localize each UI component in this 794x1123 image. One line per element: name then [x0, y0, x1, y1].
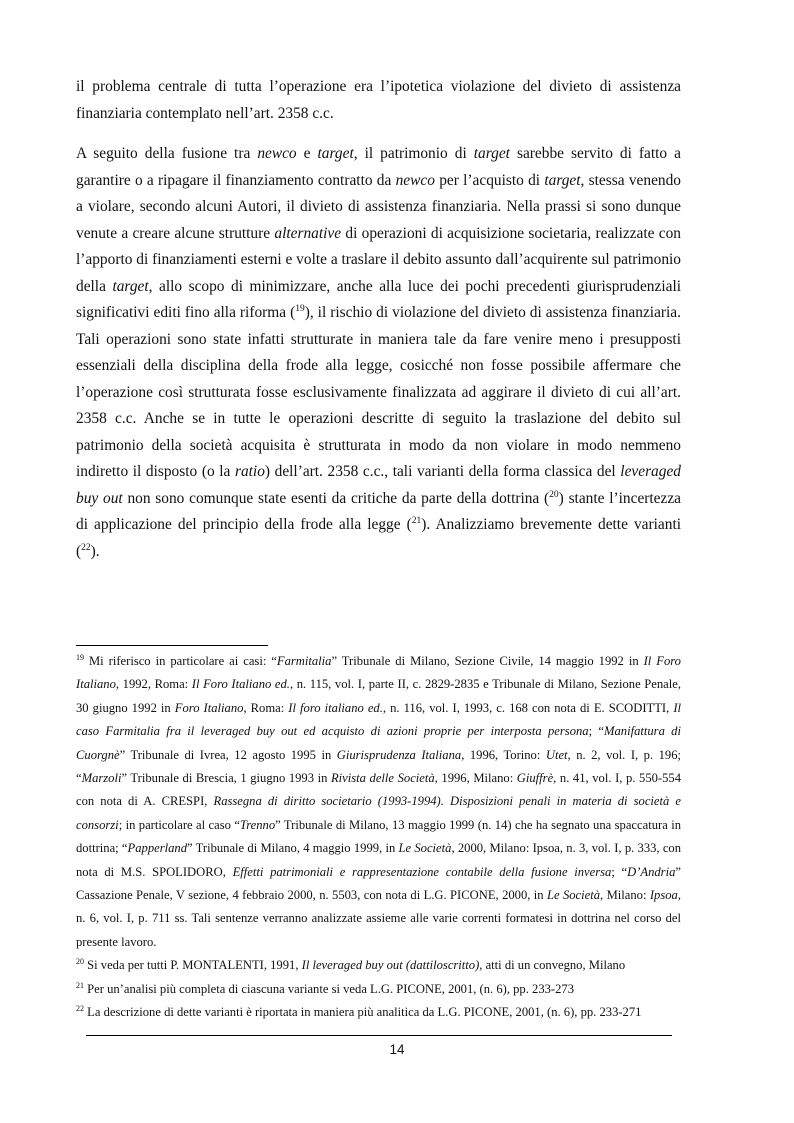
footnote-reference: 21: [411, 515, 422, 526]
italic-text: Il leveraged buy out (dattiloscritto): [301, 958, 480, 973]
italic-text: Ipsoa: [649, 888, 678, 903]
italic-text: leveraged buy out: [76, 463, 681, 507]
text-run: , 1996, Milano:: [434, 771, 517, 786]
body-paragraph-2: [76, 141, 681, 565]
footnote-22: [76, 1001, 681, 1024]
italic-text: Rassegna di diritto societario (1993-1994). Disposizioni penali in materia di società e consorzi: [76, 794, 681, 832]
italic-text: Le Società: [546, 888, 601, 903]
italic-text: Il Foro Italiano ed.: [191, 677, 290, 692]
text-run: , n. 116, vol. I, 1993, c. 168 con nota di E. SCODITTI,: [382, 700, 674, 715]
text-run: ” Tribunale di Ivrea, 12 agosto 1995 in: [119, 747, 337, 762]
footnote-reference: 19: [295, 303, 305, 314]
italic-text: Il foro italiano ed.: [288, 700, 383, 715]
text-run: , il patrimonio di: [353, 145, 474, 162]
text-run: , n. 115, vol. I, parte II, c. 2829-2835 e Tribunale di Milano, Sezione Penale, 30 giugno 1992 in: [76, 677, 681, 715]
footnote-separator: [76, 645, 268, 646]
text-run: ” Tribunale di Milano, 13 maggio 1999 (n. 14) che ha segnato una spaccatura in dottrina; “: [76, 817, 681, 856]
text-run: , 1996, Torino:: [461, 747, 546, 762]
text-run: ), il rischio di violazione del divieto di assistenza finanziaria. Tali operazioni sono state infatti strutturate in maniera tale da fare venire meno i presupposti essenziali della disciplina della frode alla legge, cosicché non fosse possibile affermare che l’operazione così strutturata fosse esclusivamente finalizzata ad aggirare il divieto di cui all’art. 2358 c.c. Anche se in tutte le operazioni descritte di seguito la traslazione del debito sul patrimonio della società acquisita è strutturata in modo da non violare in modo nemmeno indiretto il disposto (o la: [76, 304, 681, 480]
text-run: e: [296, 145, 318, 162]
footnote-mark: 19: [76, 652, 84, 662]
italic-text: ratio: [234, 463, 265, 480]
text-run: Si veda per tutti P. MONTALENTI, 1991,: [84, 958, 302, 973]
body-paragraph-1: [76, 74, 681, 127]
italic-text: Marzoli: [81, 771, 122, 786]
italic-text: Trenno: [239, 817, 276, 832]
footnote-mark: 21: [76, 980, 84, 990]
text-run: , Roma:: [243, 700, 289, 715]
italic-text: Manifattura di Cuorgnè: [76, 724, 681, 762]
text-run: , 1992, Roma:: [115, 677, 192, 692]
text-run: ” Cassazione Penale, V sezione, 4 febbraio 2000, n. 5503, con nota di L.G. PICONE, 2000, in: [76, 864, 681, 903]
italic-text: Il caso Farmitalia fra il leveraged buy out ed acquisto di azioni proprie per interposta persona: [76, 700, 682, 739]
text-run: ; in particolare al caso “: [118, 817, 240, 832]
text-run: La descrizione di dette varianti è riportata in maniera più analitica da L.G. PICONE, 2001, (n. 6), pp. 233-271: [84, 1005, 642, 1020]
italic-text: target: [112, 277, 149, 295]
footnote-mark: 22: [76, 1003, 84, 1013]
text-run: ) dell’art. 2358 c.c., tali varianti della forma classica del: [264, 463, 621, 480]
text-run: Per un’analisi più completa di ciascuna variante si veda L.G. PICONE, 2001, (n. 6), pp. 233-273: [84, 981, 574, 996]
text-run: ” Tribunale di Brescia, 1 giugno 1993 in: [121, 771, 331, 786]
text-run: , n. 41, vol. I, p. 550-554 con nota di A. CRESPI,: [76, 771, 681, 809]
text-run: ” Tribunale di Milano, Sezione Civile, 14 maggio 1992 in: [331, 654, 644, 668]
italic-text: newco: [257, 145, 297, 162]
text-run: ; “: [611, 864, 628, 879]
footnote-reference: 22: [81, 542, 91, 553]
italic-text: Rivista delle Società: [330, 771, 435, 786]
page-number: 14: [389, 1042, 405, 1057]
text-run: , atti di un convegno, Milano: [479, 958, 626, 973]
text-run: per l’acquisto di: [434, 171, 545, 189]
footnote-mark: 20: [76, 957, 84, 967]
text-run: A seguito della fusione tra: [76, 145, 258, 162]
text-run: , stessa venendo a violare, secondo alcuni Autori, il divieto di assistenza finanziaria. Nella prassi si sono dunque venute a creare alcune strutture: [76, 171, 681, 242]
text-run: sarebbe servito di fatto a garantire o a ripagare il finanziamento contratto da: [76, 145, 681, 189]
italic-text: Papperland: [127, 841, 187, 856]
italic-text: Giuffrè: [516, 771, 554, 786]
text-run: ) stante l’incertezza di applicazione del principio della frode alla legge (: [76, 489, 681, 533]
italic-text: target: [544, 171, 581, 189]
footnote-reference: 20: [549, 489, 559, 500]
text-run: , n. 6, vol. I, p. 711 ss. Tali sentenze verranno analizzate assieme alle varie correnti formatesi in dottrina nel corso del presente lavoro.: [76, 888, 682, 949]
text-run: ” Tribunale di Milano, 4 maggio 1999, in: [187, 841, 399, 856]
footer-rule: [86, 1035, 672, 1036]
text-run: , 2000, Milano: Ipsoa, n. 3, vol. I, p. 333, con nota di M.S. SPOLIDORO,: [76, 841, 682, 879]
italic-text: Utet: [545, 747, 568, 762]
footnotes: [76, 650, 681, 1025]
text-run: di operazioni di acquisizione societaria, realizzate con l’apporto di finanziamenti esterni e volte a traslare il debito assunto dall’acquirente sul patrimonio della: [76, 224, 681, 295]
italic-text: newco: [395, 171, 435, 189]
footnote-21: [76, 978, 681, 1001]
footnote-20: [76, 954, 681, 977]
italic-text: Le Società: [398, 841, 452, 856]
italic-text: Giurisprudenza Italiana: [336, 747, 462, 762]
italic-text: Effetti patrimoniali e rappresentazione contabile della fusione inversa: [232, 864, 612, 879]
text-run: non sono comunque state esenti da critiche da parte della dottrina (: [122, 489, 550, 507]
italic-text: Il Foro Italiano: [76, 654, 681, 692]
text-run: ).: [90, 542, 100, 560]
italic-text: target: [473, 145, 510, 162]
text-run: ). Analizziamo brevemente dette varianti (: [76, 516, 681, 560]
italic-text: target: [317, 145, 354, 162]
text-run: Mi riferisco in particolare ai casi: “: [84, 654, 277, 668]
italic-text: Foro Italiano: [174, 700, 244, 715]
italic-text: Farmitalia: [276, 654, 332, 668]
italic-text: alternative: [274, 224, 342, 242]
italic-text: D’Andria: [627, 864, 676, 879]
text-run: , allo scopo di minimizzare, anche alla luce dei pochi precedenti giurisprudenziali significativi editi fino alla riforma (: [76, 277, 681, 321]
text-run: il problema centrale di tutta l’operazione era l’ipotetica violazione del divieto di assistenza finanziaria contemplato nell’art. 2358 c.c.: [76, 78, 681, 122]
footnote-19: [76, 650, 681, 954]
text-run: ; “: [588, 724, 604, 739]
text-run: , n. 2, vol. I, p. 196; “: [76, 747, 681, 786]
text-run: , Milano:: [600, 888, 650, 903]
